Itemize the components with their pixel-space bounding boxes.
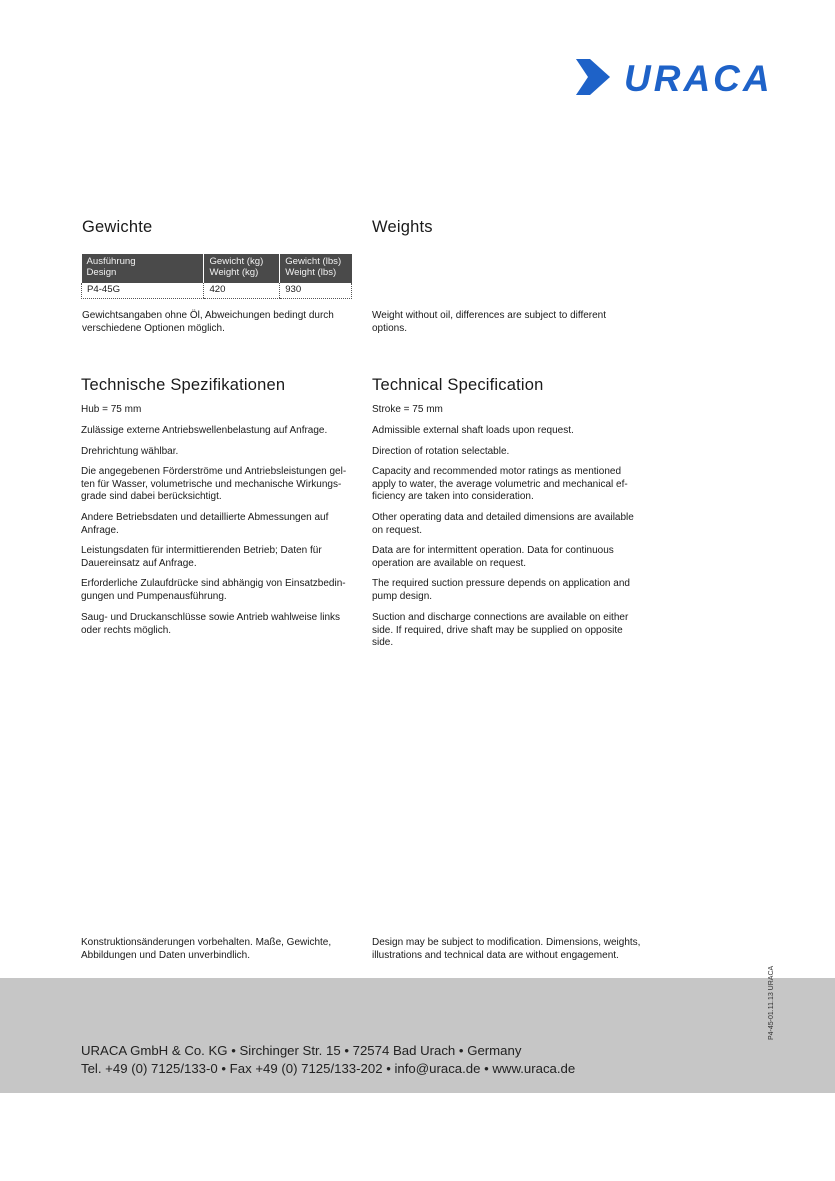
weights-table bbox=[81, 254, 352, 299]
disclaimer-en: Design may be subject to modification. Dimensions, weights, illustrations and technical data are without engagement. bbox=[372, 937, 641, 961]
spec-de-7: Erforderliche Zulaufdrücke sind abhängig von Einsatzbedin- gungen und Pumpenausführung. bbox=[81, 578, 346, 602]
cell-design: P4-45G bbox=[82, 283, 204, 298]
uraca-logo bbox=[576, 59, 790, 95]
spec-en-6: Data are for intermittent operation. Data for continuous operation are available on request. bbox=[372, 545, 614, 569]
cell-weight-kg: 420 bbox=[204, 283, 280, 298]
spec-de-5: Andere Betriebsdaten und detaillierte Abmessungen auf Anfrage. bbox=[81, 512, 329, 536]
spec-en-4: Capacity and recommended motor ratings as mentioned apply to water, the average volumetric and mechanical ef- ficiency are taken into consideration. bbox=[372, 466, 628, 503]
weights-heading-de: Gewichte bbox=[82, 218, 153, 236]
spec-de-4: Die angegebenen Förderströme und Antriebsleistungen gel- ten für Wasser, volumetrische und mechanische Wirkungs- grade sind dabei berücksichtigt. bbox=[81, 466, 347, 503]
footer-address: URACA GmbH & Co. KG • Sirchinger Str. 15 • 72574 Bad Urach • Germany bbox=[81, 1043, 522, 1058]
weights-note-de: Gewichtsangaben ohne Öl, Abweichungen bedingt durch verschiedene Optionen möglich. bbox=[82, 310, 334, 334]
spec-en-7: The required suction pressure depends on application and pump design. bbox=[372, 578, 630, 602]
spec-en-1: Stroke = 75 mm bbox=[372, 404, 443, 415]
cell-weight-lbs: 930 bbox=[280, 283, 352, 298]
specs-heading-de: Technische Spezifikationen bbox=[81, 376, 286, 394]
weights-note-en: Weight without oil, differences are subject to different options. bbox=[372, 310, 607, 334]
spec-de-3: Drehrichtung wählbar. bbox=[81, 446, 179, 457]
spec-de-8: Saug- und Druckanschlüsse sowie Antrieb wahlweise links oder rechts möglich. bbox=[81, 612, 341, 636]
spec-en-8: Suction and discharge connections are available on either side. If required, drive shaft may be supplied on opposite side. bbox=[372, 612, 629, 649]
logo-wordmark: URACA bbox=[624, 59, 773, 95]
spec-en-2: Admissible external shaft loads upon request. bbox=[372, 425, 574, 436]
table-row bbox=[82, 283, 352, 298]
disclaimer-de: Konstruktionsänderungen vorbehalten. Maße, Gewichte, Abbildungen und Daten unverbindlich. bbox=[81, 937, 332, 961]
col-header-weight-lbs: Gewicht (lbs) Weight (lbs) bbox=[280, 254, 352, 283]
spec-de-2: Zulässige externe Antriebswellenbelastung auf Anfrage. bbox=[81, 425, 328, 436]
specs-heading-en: Technical Specification bbox=[372, 376, 544, 394]
weights-heading-en: Weights bbox=[372, 218, 433, 236]
spec-en-5: Other operating data and detailed dimensions are available on request. bbox=[372, 512, 634, 536]
col-header-weight-kg: Gewicht (kg) Weight (kg) bbox=[204, 254, 280, 283]
col-header-design: Ausführung Design bbox=[82, 254, 204, 283]
footer-contact: Tel. +49 (0) 7125/133-0 • Fax +49 (0) 7125/133-202 • info@uraca.de • www.uraca.de bbox=[81, 1061, 576, 1076]
spec-de-6: Leistungsdaten für intermittierenden Betrieb; Daten für Dauereinsatz auf Anfrage. bbox=[81, 545, 322, 569]
document-code: P4-45-01.11.13 URACA bbox=[768, 965, 775, 1040]
spec-en-3: Direction of rotation selectable. bbox=[372, 446, 510, 457]
spec-de-1: Hub = 75 mm bbox=[81, 404, 142, 415]
